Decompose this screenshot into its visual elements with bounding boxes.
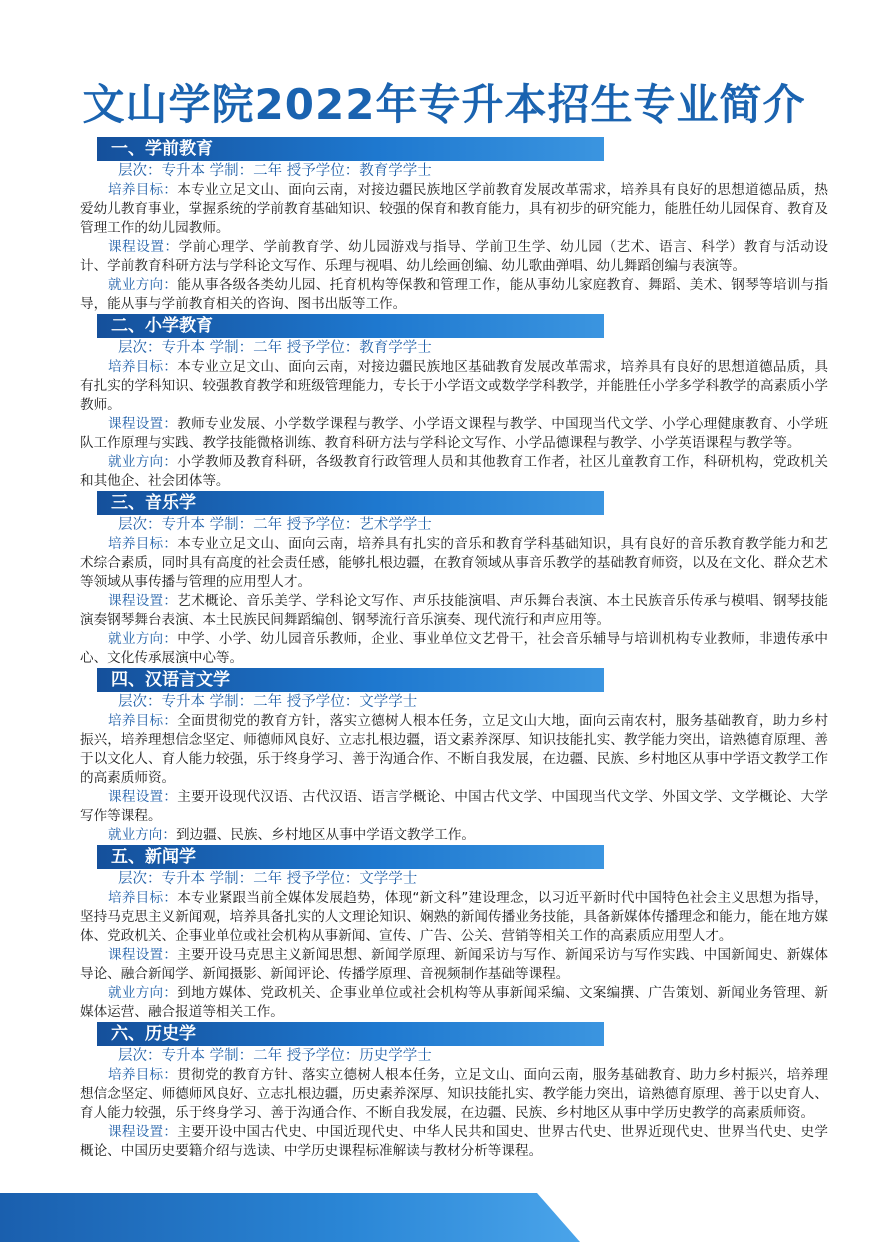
paragraph-text: 主要开设中国古代史、中国近现代史、中华人民共和国史、世界古代史、世界近现代史、世界当代史、史学概论、中国历史要籍介绍与选读、中学历史课程标准解读与教材分析等课程。 bbox=[80, 1124, 829, 1159]
section-header-bar bbox=[97, 845, 604, 869]
paragraph-text: 本专业立足文山、面向云南，培养具有扎实的音乐和教育学科基础知识，具有良好的音乐教育教学能力和艺术综合素质，同时具有高度的社会责任感，能够扎根边疆，在教育领域从事音乐教学的基础教育师资，以及在文化、群众艺术等领域从事传播与管理的应用型人才。 bbox=[80, 536, 829, 590]
paragraph-label: 培养目标： bbox=[108, 359, 178, 375]
section-paragraph bbox=[80, 592, 828, 630]
section-paragraph bbox=[80, 358, 828, 415]
paragraph-label: 就业方向： bbox=[108, 631, 178, 647]
section-degree-info: 层次：专升本 学制：二年 授予学位：教育学学士 bbox=[118, 340, 432, 356]
page-title: 文山学院2022年专升本招生专业简介 bbox=[82, 80, 806, 129]
section-paragraph bbox=[80, 181, 828, 238]
paragraph-label: 课程设置： bbox=[108, 947, 178, 963]
paragraph-text: 本专业紧跟当前全媒体发展趋势，体现“新文科”建设理念，以习近平新时代中国特色社会主义思想为指导，坚持马克思主义新闻观，培养具备扎实的人文理论知识、娴熟的新闻传播业务技能，具备新媒体传播理念和能力，能在地方媒体、党政机关、企事业单位或社会机构从事新闻、宣传、广告、公关、营销等相关工作的高素质应用型人才。 bbox=[80, 890, 828, 944]
paragraph-label: 就业方向： bbox=[108, 277, 178, 293]
paragraph-label: 就业方向： bbox=[108, 985, 178, 1001]
paragraph-label: 培养目标： bbox=[108, 713, 178, 729]
section-paragraph bbox=[80, 826, 828, 845]
section-paragraph bbox=[80, 238, 828, 276]
section-paragraph bbox=[80, 630, 828, 668]
paragraph-text: 学前心理学、学前教育学、幼儿园游戏与指导、学前卫生学、幼儿园（艺术、语言、科学）教育与活动设计、学前教育科研方法与学科论文写作、乐理与视唱、幼儿绘画创编、幼儿歌曲弹唱、幼儿舞蹈创编与表演等。 bbox=[80, 239, 828, 274]
paragraph-label: 培养目标： bbox=[108, 536, 178, 552]
paragraph-label: 课程设置： bbox=[108, 239, 179, 255]
section-paragraph bbox=[80, 946, 828, 984]
section-paragraph bbox=[80, 535, 828, 592]
section-title: 三、音乐学 bbox=[111, 493, 196, 513]
paragraph-label: 培养目标： bbox=[108, 890, 178, 906]
major-section bbox=[0, 491, 888, 668]
paragraph-label: 课程设置： bbox=[108, 789, 178, 805]
paragraph-label: 培养目标： bbox=[108, 182, 178, 198]
major-section bbox=[0, 137, 888, 314]
section-paragraph bbox=[80, 415, 828, 453]
paragraph-text: 艺术概论、音乐美学、学科论文写作、声乐技能演唱、声乐舞台表演、本土民族音乐传承与模唱、钢琴技能演奏钢琴舞台表演、本土民族民间舞蹈编创、钢琴流行音乐演奏、现代流行和声应用等。 bbox=[80, 593, 829, 628]
section-degree-info: 层次：专升本 学制：二年 授予学位：艺术学学士 bbox=[118, 517, 432, 533]
section-title: 六、历史学 bbox=[111, 1024, 196, 1044]
section-title: 四、汉语言文学 bbox=[111, 670, 230, 690]
section-title: 一、学前教育 bbox=[111, 139, 213, 159]
section-degree-info: 层次：专升本 学制：二年 授予学位：文学学士 bbox=[118, 694, 418, 710]
paragraph-text: 到地方媒体、党政机关、企事业单位或社会机构等从事新闻采编、文案编撰、广告策划、新闻业务管理、新媒体运营、融合报道等相关工作。 bbox=[80, 985, 829, 1020]
section-paragraph bbox=[80, 453, 828, 491]
section-paragraph bbox=[80, 712, 828, 788]
paragraph-label: 课程设置： bbox=[108, 593, 178, 609]
paragraph-text: 本专业立足文山、面向云南，对接边疆民族地区学前教育发展改革需求，培养具有良好的思想道德品质，热爱幼儿教育事业，掌握系统的学前教育基础知识、较强的保育和教育能力，具有初步的研究能力，能胜任幼儿园保育、教育及管理工作的幼儿园教师。 bbox=[80, 182, 829, 236]
paragraph-text: 主要开设现代汉语、古代汉语、语言学概论、中国古代文学、中国现当代文学、外国文学、文学概论、大学写作等课程。 bbox=[80, 789, 829, 824]
paragraph-label: 就业方向： bbox=[108, 454, 178, 470]
section-header-bar bbox=[97, 137, 604, 161]
paragraph-label: 课程设置： bbox=[108, 416, 178, 432]
paragraph-text: 贯彻党的教育方针、落实立德树人根本任务，立足文山、面向云南，服务基础教育、助力乡村振兴，培养理想信念坚定、师德师风良好、立志扎根边疆，历史素养深厚、知识技能扎实、教学能力突出，谙熟德育原理、善于以史育人、育人能力较强，乐于终身学习、善于沟通合作、不断自我发展，在边疆、民族、乡村地区从事中学历史教学的高素质师资。 bbox=[80, 1067, 829, 1121]
section-paragraph bbox=[80, 788, 828, 826]
paragraph-label: 课程设置： bbox=[108, 1124, 178, 1140]
section-paragraph bbox=[80, 1066, 828, 1123]
section-degree-info: 层次：专升本 学制：二年 授予学位：历史学学士 bbox=[118, 1048, 432, 1064]
paragraph-text: 教师专业发展、小学数学课程与教学、小学语文课程与教学、中国现当代文学、小学心理健康教育、小学班队工作原理与实践、教学技能微格训练、教育科研方法与学科论文写作、小学品德课程与教学、小学英语课程与教学等。 bbox=[80, 416, 829, 451]
paragraph-text: 中学、小学、幼儿园音乐教师，企业、事业单位文艺骨干，社会音乐辅导与培训机构专业教师，非遗传承中心、文化传承展演中心等。 bbox=[80, 631, 829, 666]
section-degree-info: 层次：专升本 学制：二年 授予学位：教育学学士 bbox=[118, 163, 432, 179]
section-paragraph bbox=[80, 889, 828, 946]
section-paragraph bbox=[80, 276, 828, 314]
section-title: 五、新闻学 bbox=[111, 847, 196, 867]
major-section bbox=[0, 314, 888, 491]
section-paragraph bbox=[80, 1123, 828, 1161]
major-section bbox=[0, 845, 888, 1022]
paragraph-label: 就业方向： bbox=[108, 827, 176, 843]
paragraph-text: 全面贯彻党的教育方针，落实立德树人根本任务，立足文山大地，面向云南农村，服务基础教育，助力乡村振兴，培养理想信念坚定、师德师风良好、立志扎根边疆，语文素养深厚、知识技能扎实、教学能力突出，谙熟德育原理、善于以文化人、育人能力较强，乐于终身学习、善于沟通合作、不断自我发展，在边疆、民族、乡村地区从事中学语文教学工作的高素质师资。 bbox=[80, 713, 829, 786]
paragraph-text: 主要开设马克思主义新闻思想、新闻学原理、新闻采访与写作、新闻采访与写作实践、中国新闻史、新媒体导论、融合新闻学、新闻摄影、新闻评论、传播学原理、音视频制作基础等课程。 bbox=[80, 947, 829, 982]
section-title: 二、小学教育 bbox=[111, 316, 213, 336]
bottom-decoration-bar bbox=[0, 1193, 888, 1242]
section-header-bar bbox=[97, 491, 604, 515]
major-section bbox=[0, 668, 888, 845]
paragraph-label: 培养目标： bbox=[108, 1067, 178, 1083]
paragraph-text: 能从事各级各类幼儿园、托育机构等保教和管理工作，能从事幼儿家庭教育、舞蹈、美术、钢琴等培训与指导，能从事与学前教育相关的咨询、图书出版等工作。 bbox=[80, 277, 829, 312]
paragraph-text: 小学教师及教育科研，各级教育行政管理人员和其他教育工作者，社区儿童教育工作，科研机构，党政机关和其他企、社会团体等。 bbox=[80, 454, 829, 489]
section-header-bar bbox=[97, 314, 604, 338]
section-paragraph bbox=[80, 984, 828, 1022]
section-header-bar bbox=[97, 1022, 604, 1046]
major-sections bbox=[0, 137, 888, 1161]
major-section bbox=[0, 1022, 888, 1161]
section-degree-info: 层次：专升本 学制：二年 授予学位：文学学士 bbox=[118, 871, 418, 887]
paragraph-text: 本专业立足文山、面向云南，对接边疆民族地区基础教育发展改革需求，培养具有良好的思想道德品质，具有扎实的学科知识、较强教育教学和班级管理能力，专长于小学语文或数学学科教学，并能胜任小学多学科教学的高素质小学教师。 bbox=[80, 359, 829, 413]
paragraph-text: 到边疆、民族、乡村地区从事中学语文教学工作。 bbox=[175, 827, 476, 843]
section-header-bar bbox=[97, 668, 604, 692]
